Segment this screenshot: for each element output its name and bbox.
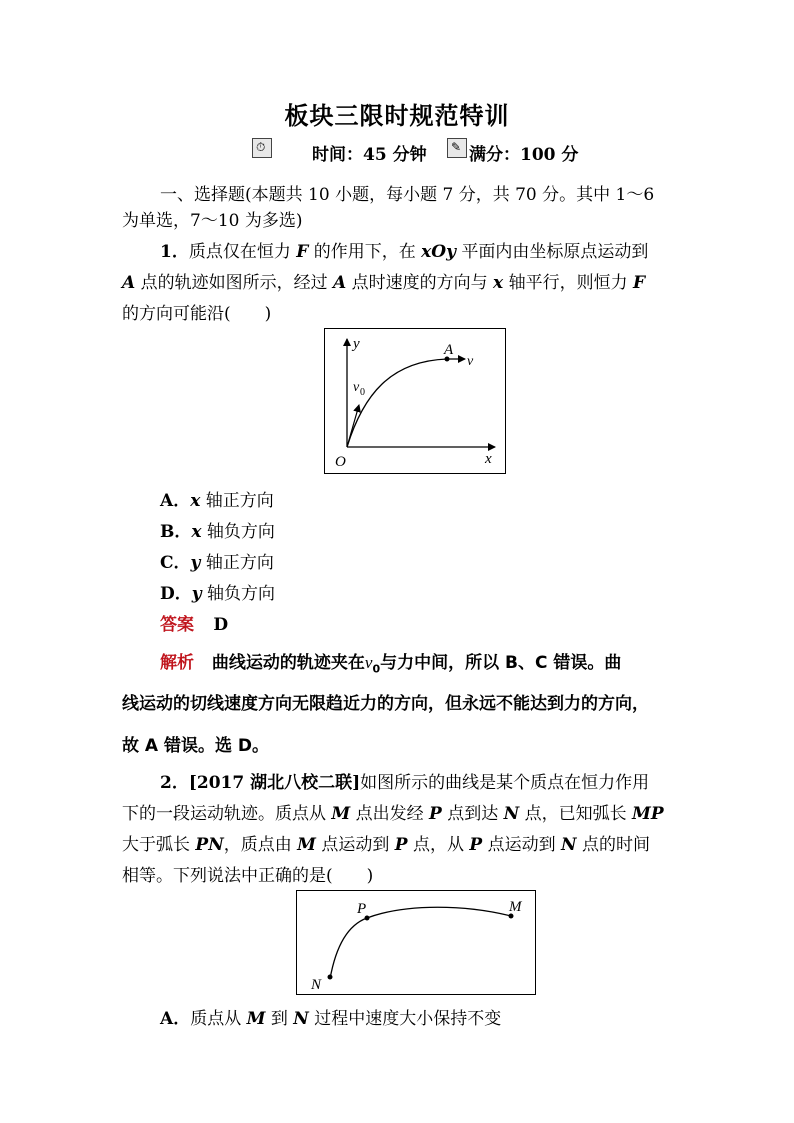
q2-line1: 2．[2017 湖北八校二联]如图所示的曲线是某个质点在恒力作用 — [160, 773, 650, 793]
analysis-label: 解析 — [160, 653, 194, 673]
a-label: A — [444, 342, 454, 358]
time-limit: 时间：45 分钟 — [312, 145, 427, 165]
x-label: x — [485, 451, 492, 467]
q2-number: 2． — [160, 773, 189, 793]
n-label: N — [311, 977, 322, 993]
q1-option-a: A．x 轴正方向 — [160, 491, 274, 511]
clock-icon: ⏱ — [252, 138, 272, 158]
q1-option-d: D．y 轴负方向 — [160, 584, 276, 604]
q1-line2: A 点的轨迹如图所示，经过 A 点时速度的方向与 x 轴平行，则恒力 F — [122, 273, 646, 293]
page-title: 板块三限时规范特训 — [284, 101, 510, 130]
q2-line4: 相等。下列说法中正确的是( ) — [122, 866, 374, 886]
q2-option-a: A．质点从 M 到 N 过程中速度大小保持不变 — [160, 1009, 502, 1029]
p-label: P — [357, 901, 367, 917]
origin-label: O — [335, 454, 346, 470]
q1-option-c: C．y 轴正方向 — [160, 553, 274, 573]
q1-analysis-line2: 线运动的切线速度方向无限趋近力的方向，但永远不能达到力的方向， — [122, 694, 649, 714]
time-score-bar — [252, 138, 652, 166]
q2-figure — [296, 890, 536, 995]
full-score: 满分：100 分 — [469, 145, 579, 165]
motion-curve — [330, 907, 511, 979]
v0-label: v — [353, 380, 360, 395]
answer-value: D — [213, 615, 229, 635]
section-heading-line2: 为单选，7～10 为多选) — [122, 211, 303, 231]
q1-line3: 的方向可能沿( ) — [122, 304, 272, 324]
q2-source: [2017 湖北八校二联] — [188, 773, 361, 793]
q1-analysis-line3: 故 A 错误。选 D。 — [122, 736, 270, 756]
y-label: y — [353, 336, 360, 352]
q2-line3: 大于弧长 PN，质点由 M 点运动到 P 点，从 P 点运动到 N 点的时间 — [122, 835, 650, 855]
v0-subscript: 0 — [360, 387, 365, 398]
v-label: v — [467, 354, 474, 369]
pen-icon: ✎ — [447, 138, 467, 158]
section-heading-line1: 一、选择题(本题共 10 小题，每小题 7 分，共 70 分。其中 1～6 — [160, 185, 655, 205]
point-n-dot — [328, 975, 333, 980]
answer-label: 答案 — [160, 615, 194, 635]
q1-figure — [324, 328, 506, 474]
m-label: M — [509, 899, 522, 915]
q1-answer — [160, 610, 720, 635]
q1-line1: 1．质点仅在恒力 F 的作用下，在 xOy 平面内由坐标原点运动到 — [160, 242, 649, 262]
trajectory-curve — [347, 359, 447, 447]
q1-option-b: B．x 轴负方向 — [160, 522, 275, 542]
q1-analysis-line1: 解析 曲线运动的轨迹夹在$v_0$与力中间，所以 B、C 错误。曲 — [160, 653, 622, 676]
q1-number: 1． — [160, 242, 189, 262]
q2-line2: 下的一段运动轨迹。质点从 M 点出发经 P 点到达 N 点，已知弧长 MP — [122, 804, 664, 824]
v0-arrow — [347, 405, 359, 447]
